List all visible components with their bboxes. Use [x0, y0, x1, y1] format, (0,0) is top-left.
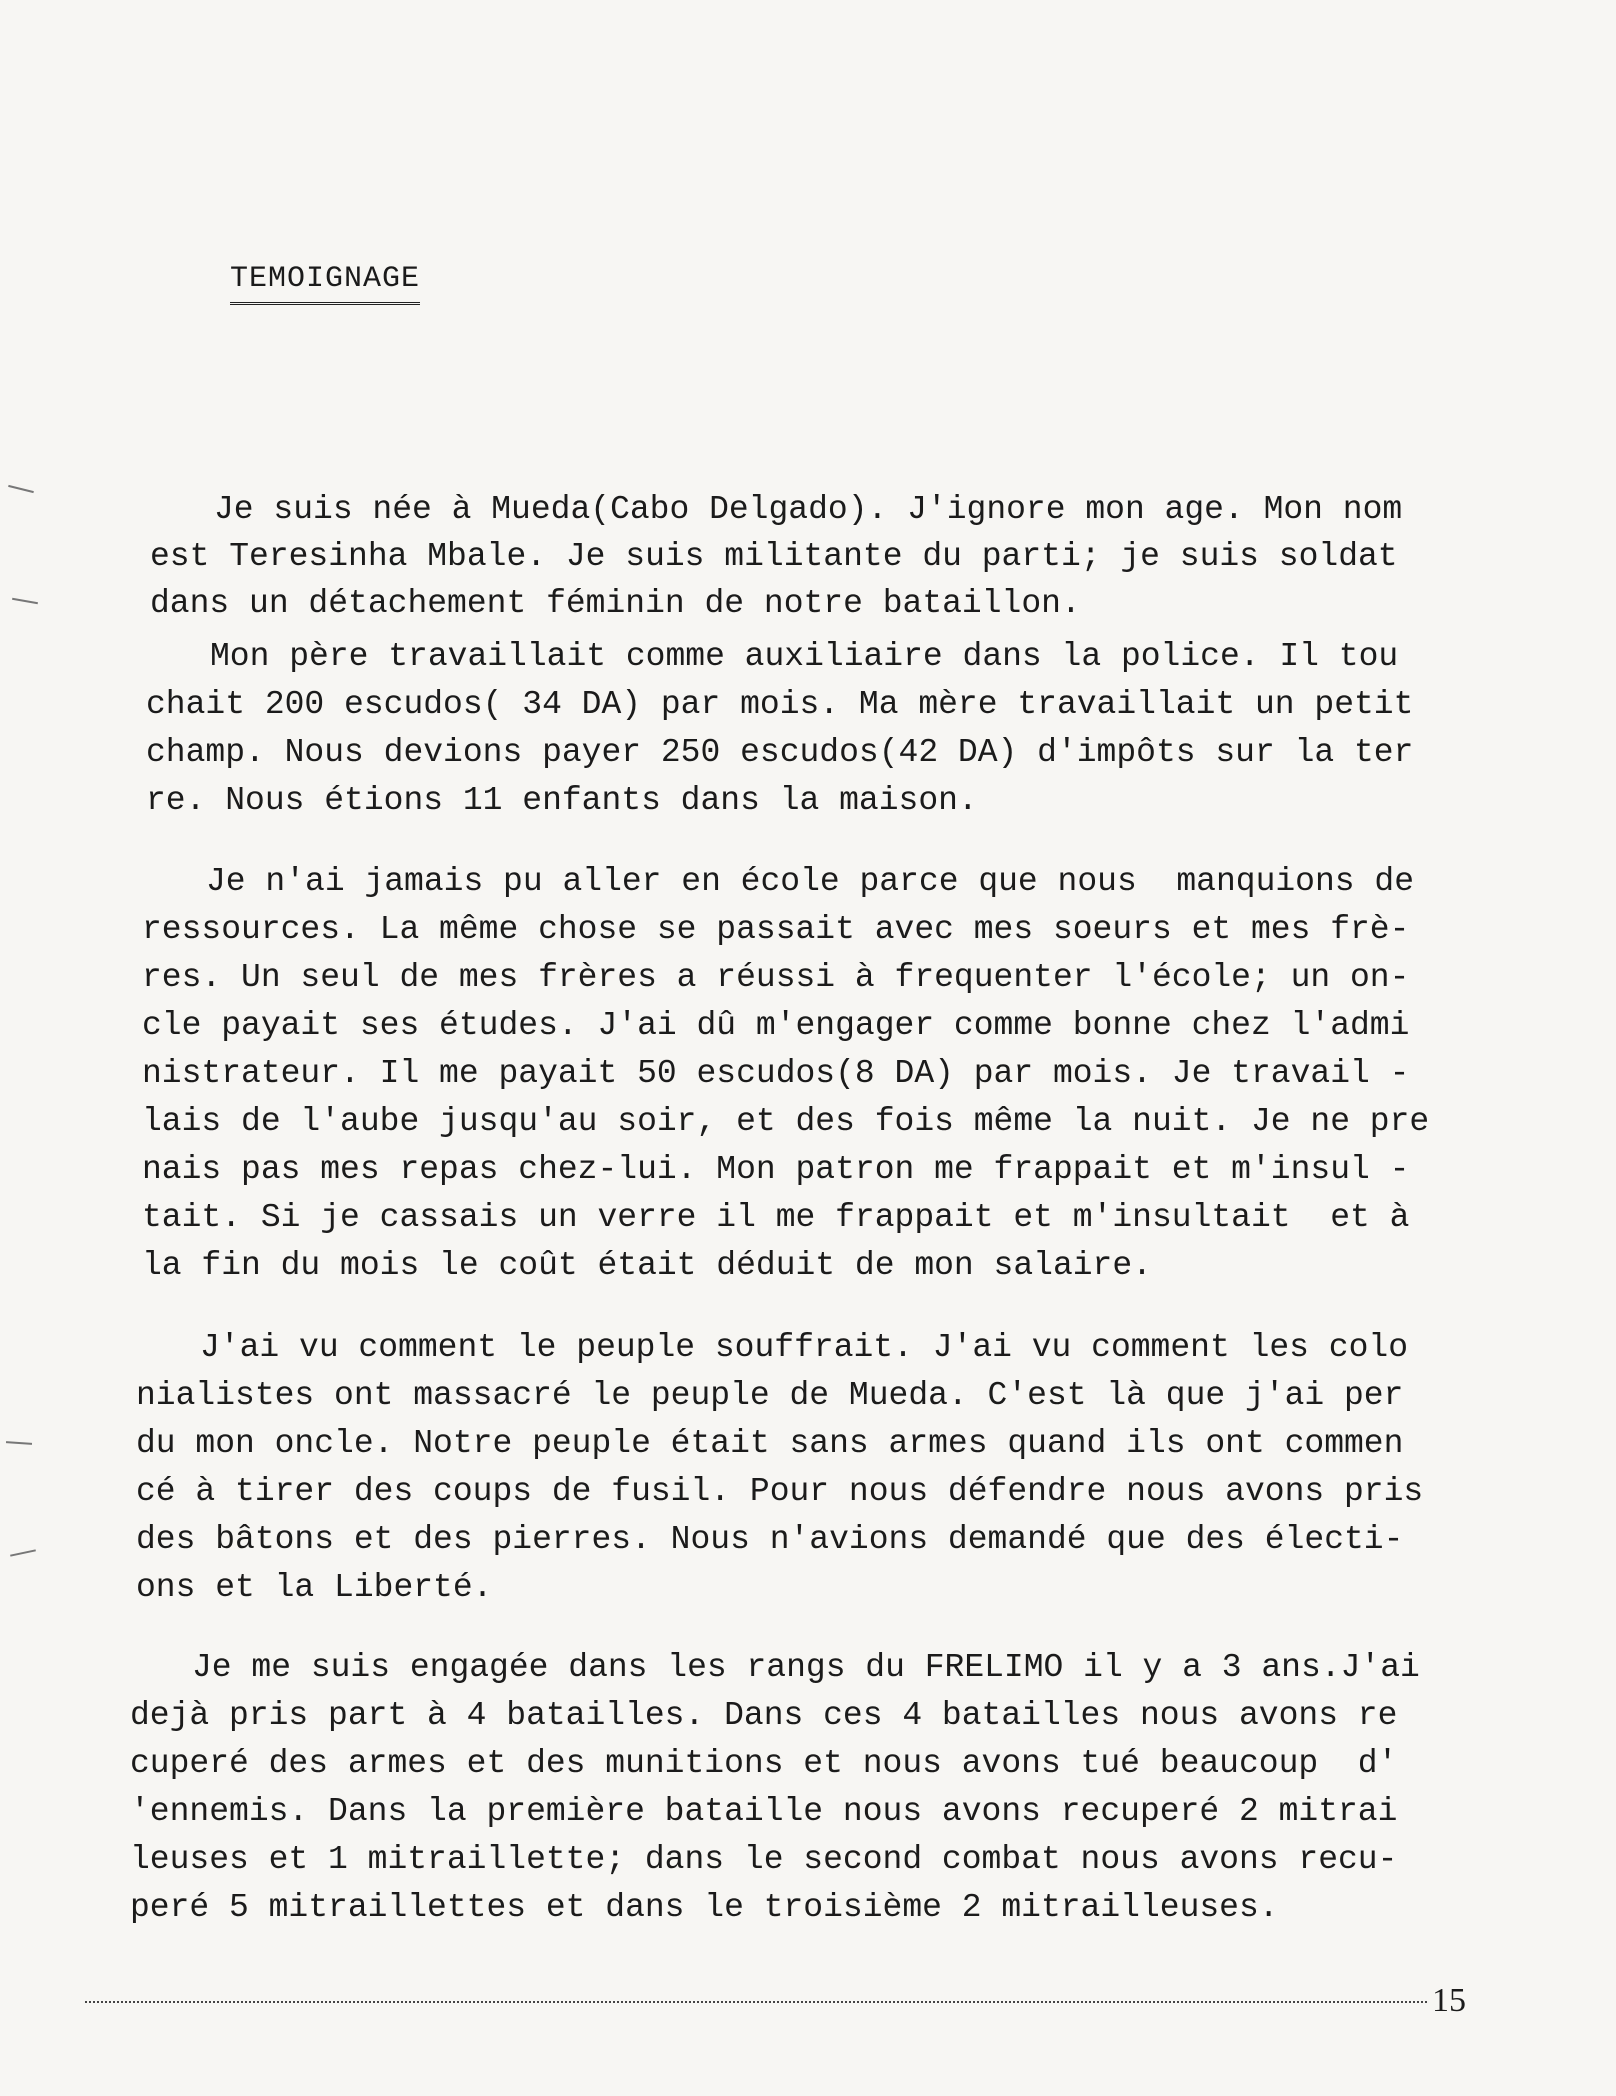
text-line: la fin du mois le coût était déduit de mon salaire.	[142, 1247, 1152, 1284]
footer-rule	[85, 2001, 1427, 2003]
text-line: du mon oncle. Notre peuple était sans armes quand ils ont commen	[136, 1425, 1404, 1462]
text-line: nais pas mes repas chez-lui. Mon patron me frappait et m'insul -	[142, 1151, 1410, 1188]
margin-mark	[12, 598, 38, 604]
text-line: cuperé des armes et des munitions et nous avons tué beaucoup d'	[130, 1745, 1398, 1782]
margin-mark	[6, 1441, 32, 1445]
text-line: 'ennemis. Dans la première bataille nous avons recuperé 2 mitrai	[130, 1793, 1398, 1830]
text-line: Je me suis engagée dans les rangs du FRELIMO il y a 3 ans.J'ai	[192, 1649, 1420, 1686]
text-line: leuses et 1 mitraillette; dans le second combat nous avons recu-	[130, 1841, 1398, 1878]
text-line: cle payait ses études. J'ai dû m'engager comme bonne chez l'admi	[142, 1007, 1410, 1044]
margin-mark	[8, 485, 34, 493]
document-title: TEMOIGNAGE	[230, 262, 420, 305]
text-line: ons et la Liberté.	[136, 1569, 493, 1606]
text-line: lais de l'aube jusqu'au soir, et des fois même la nuit. Je ne pre	[142, 1103, 1430, 1140]
text-line: Je n'ai jamais pu aller en école parce que nous manquions de	[206, 863, 1414, 900]
text-line: res. Un seul de mes frères a réussi à frequenter l'école; un on-	[142, 959, 1410, 996]
text-line: ressources. La même chose se passait avec mes soeurs et mes frè-	[142, 911, 1410, 948]
text-line: J'ai vu comment le peuple souffrait. J'ai vu comment les colo	[200, 1329, 1408, 1366]
text-line: nialistes ont massacré le peuple de Mueda. C'est là que j'ai per	[136, 1377, 1404, 1414]
text-line: chait 200 escudos( 34 DA) par mois. Ma mère travaillait un petit	[146, 686, 1414, 723]
text-line: dans un détachement féminin de notre bataillon.	[150, 585, 1081, 622]
text-line: nistrateur. Il me payait 50 escudos(8 DA) par mois. Je travail -	[142, 1055, 1410, 1092]
text-line: cé à tirer des coups de fusil. Pour nous défendre nous avons pris	[136, 1473, 1424, 1510]
text-line: peré 5 mitraillettes et dans le troisième 2 mitrailleuses.	[130, 1889, 1279, 1926]
text-line: champ. Nous devions payer 250 escudos(42 DA) d'impôts sur la ter	[146, 734, 1414, 771]
text-line: Mon père travaillait comme auxiliaire dans la police. Il tou	[210, 638, 1399, 675]
text-line: Je suis née à Mueda(Cabo Delgado). J'ignore mon age. Mon nom	[214, 491, 1403, 528]
page-number: 15	[1432, 1982, 1466, 2019]
margin-mark	[10, 1549, 36, 1556]
text-line: tait. Si je cassais un verre il me frappait et m'insultait et à	[142, 1199, 1410, 1236]
text-line: re. Nous étions 11 enfants dans la maison.	[146, 782, 978, 819]
text-line: est Teresinha Mbale. Je suis militante du parti; je suis soldat	[150, 538, 1398, 575]
text-line: dejà pris part à 4 batailles. Dans ces 4 batailles nous avons re	[130, 1697, 1398, 1734]
text-line: des bâtons et des pierres. Nous n'avions demandé que des électi-	[136, 1521, 1404, 1558]
